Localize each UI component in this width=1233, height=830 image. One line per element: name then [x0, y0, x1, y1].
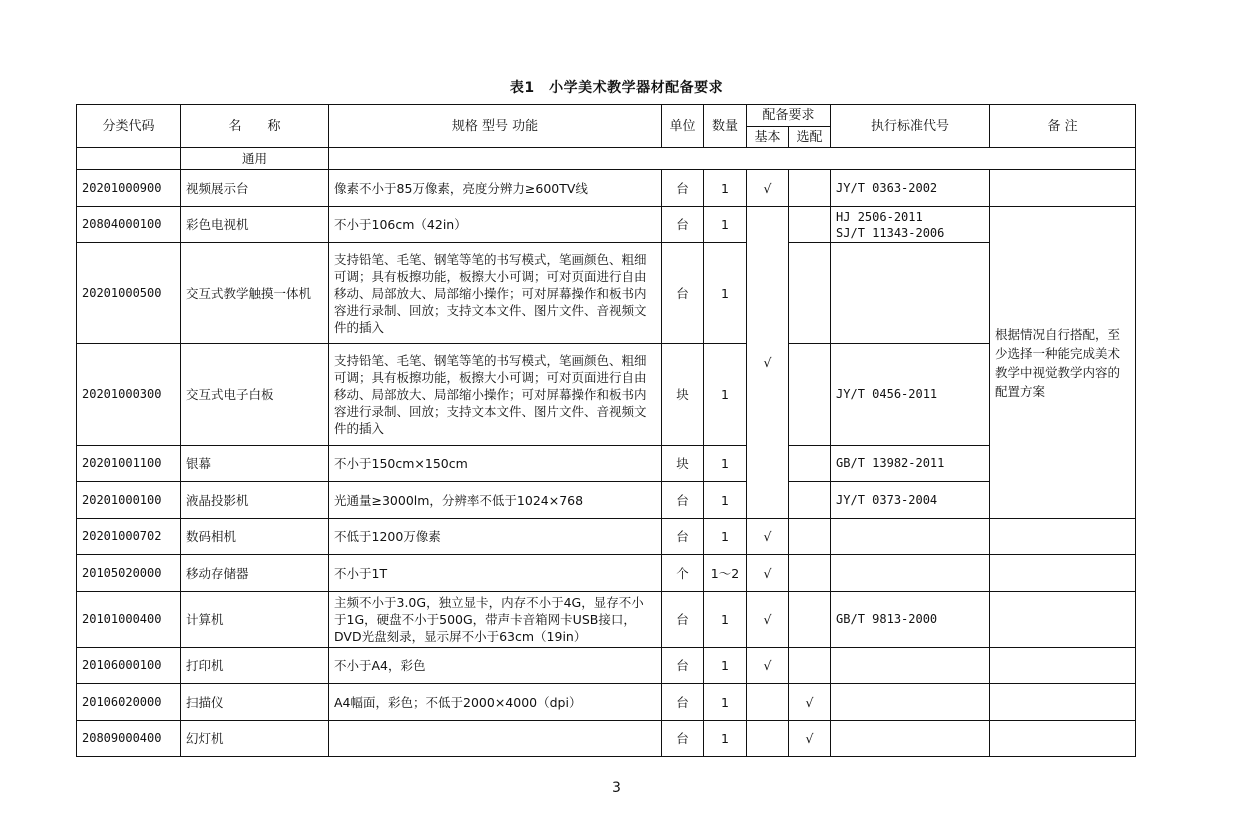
row-unit: 台 — [662, 519, 704, 555]
basic-check-group: √ — [747, 207, 789, 519]
table-row — [77, 721, 1136, 757]
row-standard — [831, 684, 990, 721]
row-unit: 台 — [662, 207, 704, 243]
basic-check: √ — [747, 555, 789, 592]
row-qty: 1 — [704, 482, 747, 519]
header-spec: 规格 型号 功能 — [329, 105, 662, 148]
row-name: 彩色电视机 — [181, 207, 329, 243]
row-standard — [831, 721, 990, 757]
row-code: 20201001100 — [77, 446, 181, 482]
row-standard: JY/T 0363-2002 — [831, 170, 990, 207]
optional-cell — [789, 648, 831, 684]
row-spec: 支持铅笔、毛笔、钢笔等笔的书写模式，笔画颜色、粗细可调；具有板擦功能，板擦大小可调；可对页面进行自由移动、局部放大、局部缩小操作；可对屏幕操作和板书内容进行录制、回放；支持文本文件、图片文件、音视频文件的插入 — [329, 243, 662, 344]
table-row — [77, 207, 1136, 243]
row-qty: 1 — [704, 684, 747, 721]
header-code: 分类代码 — [77, 105, 181, 148]
row-name: 液晶投影机 — [181, 482, 329, 519]
row-unit: 台 — [662, 170, 704, 207]
optional-cell — [789, 519, 831, 555]
row-spec: 不小于150cm×150cm — [329, 446, 662, 482]
section-label: 通用 — [181, 148, 329, 170]
row-unit: 台 — [662, 592, 704, 648]
row-name: 移动存储器 — [181, 555, 329, 592]
row-name: 计算机 — [181, 592, 329, 648]
row-spec — [329, 721, 662, 757]
row-code: 20201000702 — [77, 519, 181, 555]
section-fill — [329, 148, 1136, 170]
header-unit: 单位 — [662, 105, 704, 148]
table-row — [77, 519, 1136, 555]
optional-cell — [789, 207, 831, 243]
table-row — [77, 482, 1136, 519]
row-spec: 光通量≥3000lm，分辨率不低于1024×768 — [329, 482, 662, 519]
section-code-cell — [77, 148, 181, 170]
row-unit: 块 — [662, 446, 704, 482]
row-name: 交互式电子白板 — [181, 344, 329, 446]
header-remark: 备 注 — [990, 105, 1136, 148]
row-spec: 支持铅笔、毛笔、钢笔等笔的书写模式，笔画颜色、粗细可调；具有板擦功能，板擦大小可调；可对页面进行自由移动、局部放大、局部缩小操作；可对屏幕操作和板书内容进行录制、回放；支持文本文件、图片文件、音视频文件的插入 — [329, 344, 662, 446]
row-standard — [831, 555, 990, 592]
row-standard: GB/T 9813-2000 — [831, 592, 990, 648]
row-spec: A4幅面，彩色；不低于2000×4000（dpi） — [329, 684, 662, 721]
optional-cell — [789, 243, 831, 344]
basic-cell — [747, 721, 789, 757]
row-unit: 台 — [662, 482, 704, 519]
row-remark — [990, 648, 1136, 684]
row-qty: 1～2 — [704, 555, 747, 592]
row-name: 交互式教学触摸一体机 — [181, 243, 329, 344]
optional-cell — [789, 446, 831, 482]
optional-cell — [789, 592, 831, 648]
row-spec: 不小于1T — [329, 555, 662, 592]
row-remark — [990, 684, 1136, 721]
table-row — [77, 648, 1136, 684]
optional-check: √ — [789, 684, 831, 721]
table-row — [77, 170, 1136, 207]
table-row — [77, 243, 1136, 344]
optional-cell — [789, 555, 831, 592]
row-spec: 像素不小于85万像素，亮度分辨力≥600TV线 — [329, 170, 662, 207]
row-name: 扫描仪 — [181, 684, 329, 721]
row-unit: 台 — [662, 684, 704, 721]
row-unit: 个 — [662, 555, 704, 592]
row-code: 20809000400 — [77, 721, 181, 757]
header-standard: 执行标准代号 — [831, 105, 990, 148]
row-qty: 1 — [704, 170, 747, 207]
row-qty: 1 — [704, 519, 747, 555]
row-code: 20804000100 — [77, 207, 181, 243]
row-code: 20201000900 — [77, 170, 181, 207]
row-unit: 台 — [662, 721, 704, 757]
header-name: 名 称 — [181, 105, 329, 148]
row-name: 视频展示台 — [181, 170, 329, 207]
row-standard: HJ 2506-2011 SJ/T 11343-2006 — [831, 207, 990, 243]
page-number: 3 — [612, 780, 621, 796]
optional-cell — [789, 482, 831, 519]
row-remark — [990, 170, 1136, 207]
header-config: 配备要求 — [747, 105, 831, 127]
row-unit: 台 — [662, 648, 704, 684]
basic-cell — [747, 684, 789, 721]
equipment-table — [76, 104, 1136, 757]
row-qty: 1 — [704, 721, 747, 757]
optional-cell — [789, 344, 831, 446]
table-row — [77, 555, 1136, 592]
row-standard — [831, 519, 990, 555]
table-row — [77, 592, 1136, 648]
row-spec: 主频不小于3.0G，独立显卡，内存不小于4G，显存不小于1G，硬盘不小于500G，带声卡音箱网卡USB接口，DVD光盘刻录，显示屏不小于63cm（19in） — [329, 592, 662, 648]
row-name: 打印机 — [181, 648, 329, 684]
table-row — [77, 446, 1136, 482]
table-row — [77, 344, 1136, 446]
header-basic: 基本 — [747, 127, 789, 148]
row-remark — [990, 555, 1136, 592]
row-remark — [990, 592, 1136, 648]
row-remark — [990, 721, 1136, 757]
row-name: 幻灯机 — [181, 721, 329, 757]
row-spec: 不小于A4，彩色 — [329, 648, 662, 684]
row-qty: 1 — [704, 207, 747, 243]
row-qty: 1 — [704, 592, 747, 648]
table-title: 表1 小学美术教学器材配备要求 — [509, 80, 724, 96]
row-code: 20106000100 — [77, 648, 181, 684]
row-spec: 不低于1200万像素 — [329, 519, 662, 555]
row-unit: 台 — [662, 243, 704, 344]
row-remark — [990, 519, 1136, 555]
header-qty: 数量 — [704, 105, 747, 148]
row-standard: JY/T 0373-2004 — [831, 482, 990, 519]
remark-group: 根据情况自行搭配，至少选择一种能完成美术教学中视觉教学内容的配置方案 — [990, 207, 1136, 519]
row-code: 20201000100 — [77, 482, 181, 519]
row-qty: 1 — [704, 648, 747, 684]
row-standard: JY/T 0456-2011 — [831, 344, 990, 446]
row-spec: 不小于106cm（42in） — [329, 207, 662, 243]
basic-check: √ — [747, 519, 789, 555]
row-code: 20101000400 — [77, 592, 181, 648]
row-qty: 1 — [704, 344, 747, 446]
row-code: 20105020000 — [77, 555, 181, 592]
row-standard: GB/T 13982-2011 — [831, 446, 990, 482]
basic-check: √ — [747, 648, 789, 684]
table-row — [77, 684, 1136, 721]
row-unit: 块 — [662, 344, 704, 446]
row-standard — [831, 648, 990, 684]
basic-check: √ — [747, 170, 789, 207]
row-code: 20106020000 — [77, 684, 181, 721]
optional-cell — [789, 170, 831, 207]
row-qty: 1 — [704, 446, 747, 482]
row-name: 银幕 — [181, 446, 329, 482]
row-standard — [831, 243, 990, 344]
optional-check: √ — [789, 721, 831, 757]
row-qty: 1 — [704, 243, 747, 344]
row-name: 数码相机 — [181, 519, 329, 555]
row-code: 20201000500 — [77, 243, 181, 344]
header-optional: 选配 — [789, 127, 831, 148]
row-code: 20201000300 — [77, 344, 181, 446]
basic-check: √ — [747, 592, 789, 648]
